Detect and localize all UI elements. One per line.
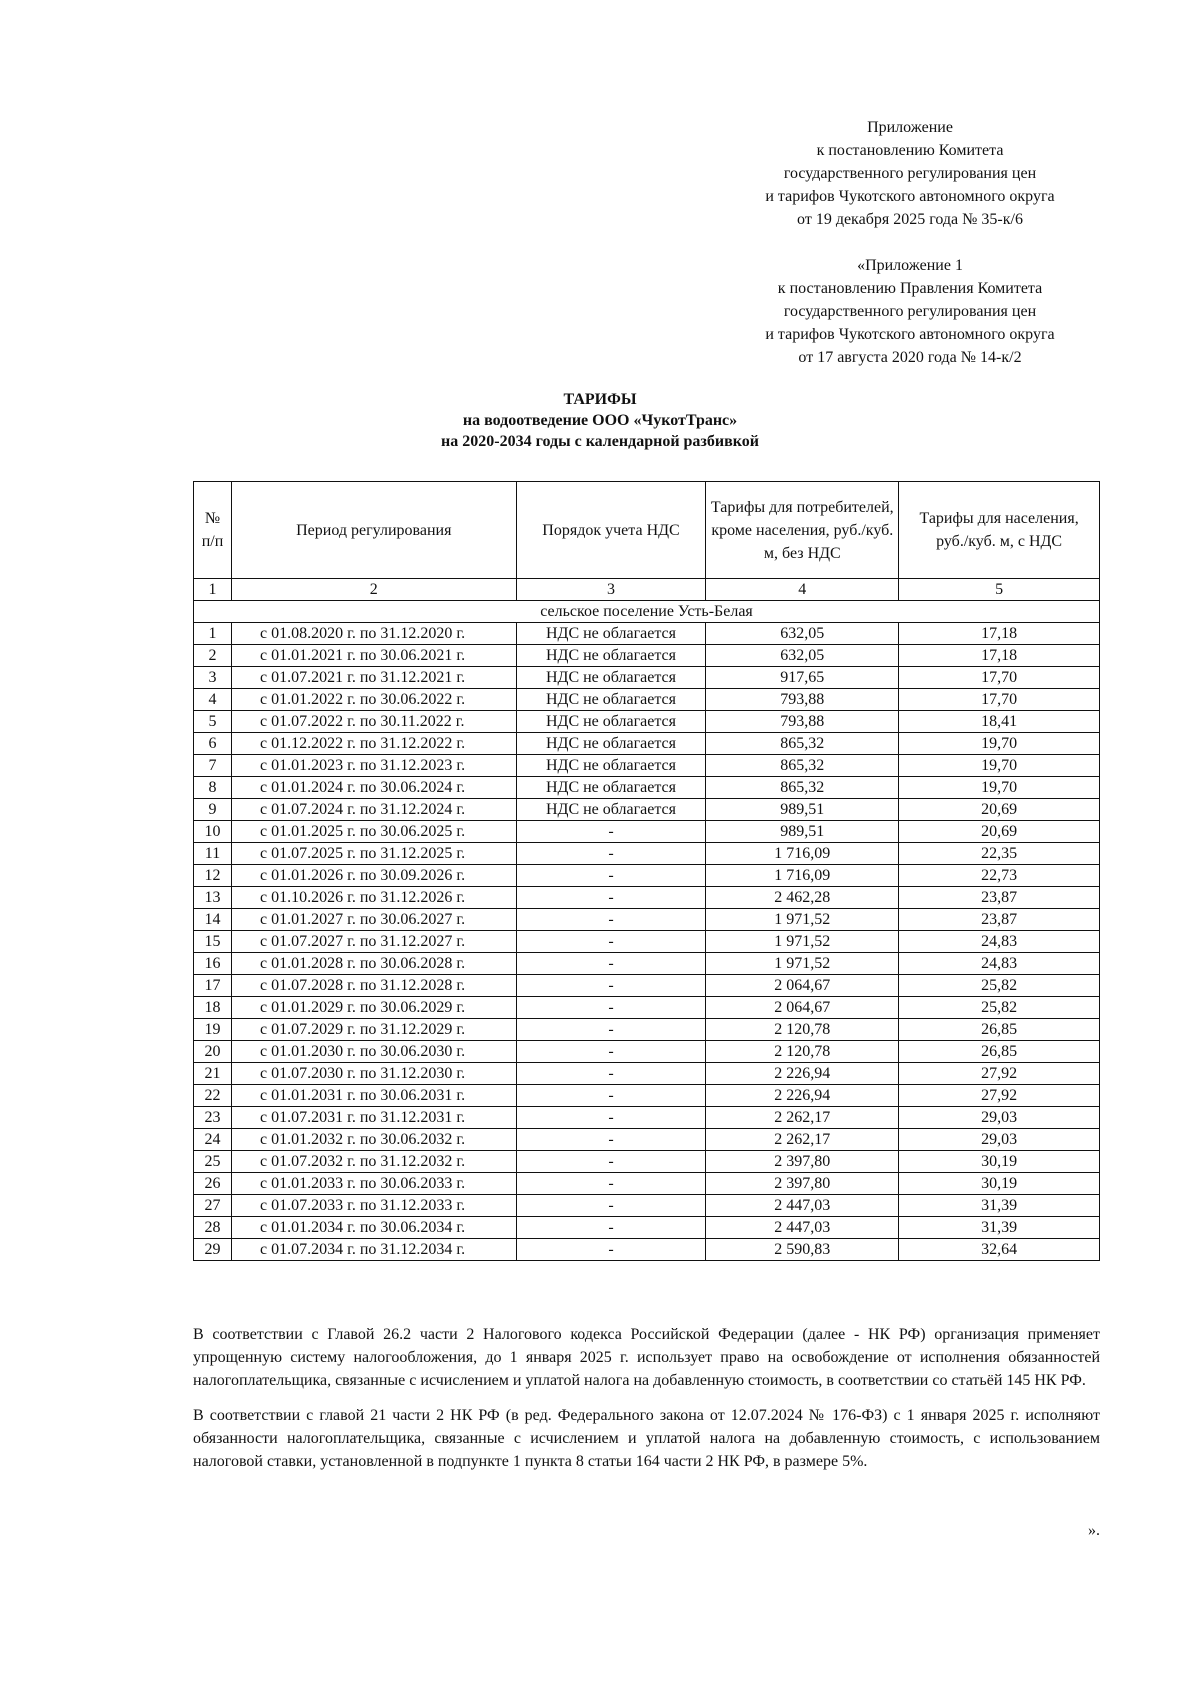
row-tariff-consumers: 632,05: [706, 623, 899, 645]
table-header-row: [194, 482, 1100, 579]
row-number: 5: [194, 711, 232, 733]
original-header-line: и тарифов Чукотского автономного округа: [765, 326, 1055, 343]
original-header-line: государственного регулирования цен: [783, 303, 1037, 320]
row-tariff-consumers: 1 716,09: [706, 843, 899, 865]
row-tariff-consumers: 2 397,80: [706, 1173, 899, 1195]
row-vat-order: -: [516, 953, 706, 975]
row-period: с 01.01.2026 г. по 30.09.2026 г.: [231, 865, 516, 887]
row-vat-order: -: [516, 1217, 706, 1239]
appendix-header-line: государственного регулирования цен: [783, 165, 1037, 182]
row-number: 29: [194, 1239, 232, 1261]
table-row: [194, 865, 1100, 887]
row-period: с 01.07.2021 г. по 31.12.2021 г.: [231, 667, 516, 689]
row-tariff-consumers: 865,32: [706, 755, 899, 777]
row-vat-order: НДС не облагается: [516, 799, 706, 821]
row-tariff-consumers: 2 064,67: [706, 975, 899, 997]
row-vat-order: НДС не облагается: [516, 733, 706, 755]
table-row: [194, 799, 1100, 821]
row-tariff-population: 27,92: [899, 1085, 1100, 1107]
row-tariff-population: 24,83: [899, 953, 1100, 975]
table-row: [194, 1217, 1100, 1239]
row-tariff-consumers: 2 590,83: [706, 1239, 899, 1261]
column-number: 5: [899, 579, 1100, 601]
row-tariff-consumers: 1 971,52: [706, 953, 899, 975]
row-tariff-consumers: 632,05: [706, 645, 899, 667]
row-tariff-population: 17,18: [899, 645, 1100, 667]
closing-quote: ».: [1088, 1522, 1100, 1539]
row-number: 15: [194, 931, 232, 953]
row-tariff-population: 30,19: [899, 1151, 1100, 1173]
row-period: с 01.07.2034 г. по 31.12.2034 г.: [231, 1239, 516, 1261]
notes: [193, 1323, 1100, 1485]
row-number: 12: [194, 865, 232, 887]
tariffs-table: [193, 481, 1100, 1261]
row-tariff-population: 17,70: [899, 689, 1100, 711]
row-tariff-consumers: 865,32: [706, 777, 899, 799]
row-tariff-consumers: 2 226,94: [706, 1085, 899, 1107]
row-tariff-consumers: 989,51: [706, 821, 899, 843]
row-number: 17: [194, 975, 232, 997]
row-tariff-consumers: 2 262,17: [706, 1107, 899, 1129]
row-vat-order: НДС не облагается: [516, 777, 706, 799]
header-tariff-consumers: Тарифы для потребителей, кроме населения, руб./куб. м, без НДС: [706, 482, 899, 579]
column-number: 2: [231, 579, 516, 601]
row-vat-order: -: [516, 843, 706, 865]
title-line-1: ТАРИФЫ: [563, 391, 637, 408]
row-number: 14: [194, 909, 232, 931]
table-row: [194, 777, 1100, 799]
row-tariff-consumers: 2 262,17: [706, 1129, 899, 1151]
row-tariff-population: 19,70: [899, 777, 1100, 799]
row-vat-order: -: [516, 821, 706, 843]
table-row: [194, 733, 1100, 755]
row-number: 16: [194, 953, 232, 975]
table-row: [194, 975, 1100, 997]
row-tariff-consumers: 2 120,78: [706, 1041, 899, 1063]
row-number: 27: [194, 1195, 232, 1217]
row-tariff-population: 20,69: [899, 799, 1100, 821]
row-period: с 01.01.2033 г. по 30.06.2033 г.: [231, 1173, 516, 1195]
appendix-header-line: от 19 декабря 2025 года № 35-к/6: [797, 211, 1023, 228]
row-vat-order: НДС не облагается: [516, 667, 706, 689]
row-tariff-population: 25,82: [899, 975, 1100, 997]
header-tariff-population: Тарифы для населения, руб./куб. м, с НДС: [899, 482, 1100, 579]
row-number: 21: [194, 1063, 232, 1085]
row-number: 22: [194, 1085, 232, 1107]
table-row: [194, 931, 1100, 953]
row-tariff-population: 22,35: [899, 843, 1100, 865]
row-period: с 01.10.2026 г. по 31.12.2026 г.: [231, 887, 516, 909]
note-paragraph-2: В соответствии с главой 21 части 2 НК РФ (в ред. Федерального закона от 12.07.2024 № 176-ФЗ) с 1 января 2025 г. исполняют обязанности налогоплательщика, связанные с исчислением и уплатой налога на добавленную стоимость, с использованием налоговой ставки, установленной в подпункте 1 пункта 8 статьи 164 части 2 НК РФ, в размере 5%.: [193, 1407, 1100, 1470]
table-row: [194, 997, 1100, 1019]
row-number: 4: [194, 689, 232, 711]
row-tariff-consumers: 2 462,28: [706, 887, 899, 909]
column-number-row: [194, 579, 1100, 601]
table-row: [194, 1019, 1100, 1041]
header-vat-order: Порядок учета НДС: [516, 482, 706, 579]
table-row: [194, 645, 1100, 667]
table-row: [194, 1129, 1100, 1151]
appendix-header: [700, 116, 1120, 231]
table-row: [194, 1085, 1100, 1107]
row-vat-order: -: [516, 1239, 706, 1261]
row-tariff-consumers: 1 716,09: [706, 865, 899, 887]
row-vat-order: -: [516, 1151, 706, 1173]
row-tariff-consumers: 2 447,03: [706, 1195, 899, 1217]
row-number: 25: [194, 1151, 232, 1173]
section-row: [194, 601, 1100, 623]
row-number: 19: [194, 1019, 232, 1041]
row-tariff-population: 29,03: [899, 1129, 1100, 1151]
row-number: 3: [194, 667, 232, 689]
row-tariff-population: 30,19: [899, 1173, 1100, 1195]
row-vat-order: -: [516, 909, 706, 931]
column-number: 4: [706, 579, 899, 601]
row-period: с 01.07.2027 г. по 31.12.2027 г.: [231, 931, 516, 953]
row-tariff-population: 18,41: [899, 711, 1100, 733]
row-number: 7: [194, 755, 232, 777]
table-row: [194, 843, 1100, 865]
table-body: [194, 623, 1100, 1261]
row-vat-order: НДС не облагается: [516, 689, 706, 711]
row-tariff-population: 24,83: [899, 931, 1100, 953]
header-period: Период регулирования: [231, 482, 516, 579]
row-period: с 01.07.2031 г. по 31.12.2031 г.: [231, 1107, 516, 1129]
row-tariff-consumers: 2 447,03: [706, 1217, 899, 1239]
row-tariff-population: 19,70: [899, 755, 1100, 777]
table-row: [194, 1239, 1100, 1261]
table-row: [194, 755, 1100, 777]
header-number: № п/п: [194, 482, 232, 579]
row-tariff-population: 25,82: [899, 997, 1100, 1019]
row-number: 26: [194, 1173, 232, 1195]
row-vat-order: -: [516, 887, 706, 909]
table-row: [194, 1063, 1100, 1085]
appendix-header-line: и тарифов Чукотского автономного округа: [765, 188, 1055, 205]
row-tariff-consumers: 1 971,52: [706, 931, 899, 953]
row-number: 10: [194, 821, 232, 843]
row-tariff-population: 31,39: [899, 1195, 1100, 1217]
table-row: [194, 1107, 1100, 1129]
column-number: 1: [194, 579, 232, 601]
original-header-line: от 17 августа 2020 года № 14-к/2: [798, 349, 1022, 366]
original-appendix-header: [700, 254, 1120, 369]
row-tariff-population: 29,03: [899, 1107, 1100, 1129]
row-vat-order: -: [516, 1085, 706, 1107]
row-period: с 01.01.2021 г. по 30.06.2021 г.: [231, 645, 516, 667]
row-vat-order: -: [516, 1019, 706, 1041]
note-paragraph-1: В соответствии с Главой 26.2 части 2 Налогового кодекса Российской Федерации (далее - НК РФ) организация применяет упрощенную систему налогообложения, до 1 января 2025 г. использует право на освобождение от исполнения обязанностей налогоплательщика, связанные с исчислением и уплатой налога на добавленную стоимость, в соответствии со статьёй 145 НК РФ.: [193, 1326, 1100, 1389]
row-number: 24: [194, 1129, 232, 1151]
row-tariff-population: 26,85: [899, 1019, 1100, 1041]
row-period: с 01.07.2024 г. по 31.12.2024 г.: [231, 799, 516, 821]
original-header-line: к постановлению Правления Комитета: [777, 280, 1043, 297]
appendix-header-line: Приложение: [867, 119, 953, 136]
row-tariff-consumers: 917,65: [706, 667, 899, 689]
table-row: [194, 887, 1100, 909]
row-vat-order: НДС не облагается: [516, 755, 706, 777]
row-number: 2: [194, 645, 232, 667]
row-tariff-population: 17,18: [899, 623, 1100, 645]
row-period: с 01.01.2032 г. по 30.06.2032 г.: [231, 1129, 516, 1151]
row-number: 20: [194, 1041, 232, 1063]
row-number: 28: [194, 1217, 232, 1239]
row-period: с 01.01.2034 г. по 30.06.2034 г.: [231, 1217, 516, 1239]
title-line-2: на водоотведение ООО «ЧукотТранс»: [462, 412, 738, 429]
table-row: [194, 689, 1100, 711]
row-period: с 01.07.2030 г. по 31.12.2030 г.: [231, 1063, 516, 1085]
row-tariff-population: 17,70: [899, 667, 1100, 689]
row-period: с 01.01.2028 г. по 30.06.2028 г.: [231, 953, 516, 975]
row-vat-order: -: [516, 865, 706, 887]
row-tariff-population: 19,70: [899, 733, 1100, 755]
row-period: с 01.01.2029 г. по 30.06.2029 г.: [231, 997, 516, 1019]
row-period: с 01.01.2027 г. по 30.06.2027 г.: [231, 909, 516, 931]
row-number: 23: [194, 1107, 232, 1129]
row-tariff-population: 26,85: [899, 1041, 1100, 1063]
row-vat-order: -: [516, 1063, 706, 1085]
row-tariff-consumers: 793,88: [706, 689, 899, 711]
row-tariff-consumers: 2 120,78: [706, 1019, 899, 1041]
row-vat-order: -: [516, 931, 706, 953]
column-number: 3: [516, 579, 706, 601]
row-tariff-population: 22,73: [899, 865, 1100, 887]
row-vat-order: -: [516, 1107, 706, 1129]
row-period: с 01.12.2022 г. по 31.12.2022 г.: [231, 733, 516, 755]
table-row: [194, 711, 1100, 733]
table-row: [194, 1151, 1100, 1173]
row-number: 18: [194, 997, 232, 1019]
row-vat-order: НДС не облагается: [516, 645, 706, 667]
row-tariff-population: 32,64: [899, 1239, 1100, 1261]
title-line-3: на 2020-2034 годы с календарной разбивкой: [441, 433, 759, 450]
row-number: 9: [194, 799, 232, 821]
row-vat-order: -: [516, 997, 706, 1019]
table-row: [194, 909, 1100, 931]
row-period: с 01.01.2025 г. по 30.06.2025 г.: [231, 821, 516, 843]
row-tariff-consumers: 865,32: [706, 733, 899, 755]
table-row: [194, 953, 1100, 975]
table-row: [194, 821, 1100, 843]
table-row: [194, 623, 1100, 645]
table-row: [194, 1173, 1100, 1195]
row-number: 13: [194, 887, 232, 909]
row-period: с 01.07.2029 г. по 31.12.2029 г.: [231, 1019, 516, 1041]
row-period: с 01.07.2022 г. по 30.11.2022 г.: [231, 711, 516, 733]
original-header-line: «Приложение 1: [857, 257, 963, 274]
row-tariff-consumers: 2 397,80: [706, 1151, 899, 1173]
section-title: сельское поселение Усть-Белая: [194, 601, 1100, 623]
row-tariff-population: 23,87: [899, 909, 1100, 931]
row-period: с 01.01.2031 г. по 30.06.2031 г.: [231, 1085, 516, 1107]
row-period: с 01.01.2023 г. по 31.12.2023 г.: [231, 755, 516, 777]
row-number: 11: [194, 843, 232, 865]
row-period: с 01.01.2024 г. по 30.06.2024 г.: [231, 777, 516, 799]
appendix-header-line: к постановлению Комитета: [816, 142, 1004, 159]
row-tariff-consumers: 2 226,94: [706, 1063, 899, 1085]
row-vat-order: -: [516, 1041, 706, 1063]
row-tariff-population: 27,92: [899, 1063, 1100, 1085]
row-period: с 01.01.2030 г. по 30.06.2030 г.: [231, 1041, 516, 1063]
row-tariff-consumers: 1 971,52: [706, 909, 899, 931]
row-period: с 01.07.2028 г. по 31.12.2028 г.: [231, 975, 516, 997]
row-period: с 01.01.2022 г. по 30.06.2022 г.: [231, 689, 516, 711]
row-number: 8: [194, 777, 232, 799]
row-tariff-consumers: 989,51: [706, 799, 899, 821]
row-vat-order: НДС не облагается: [516, 711, 706, 733]
row-vat-order: -: [516, 1195, 706, 1217]
row-period: с 01.08.2020 г. по 31.12.2020 г.: [231, 623, 516, 645]
row-tariff-population: 20,69: [899, 821, 1100, 843]
row-vat-order: -: [516, 975, 706, 997]
row-tariff-consumers: 2 064,67: [706, 997, 899, 1019]
table-row: [194, 667, 1100, 689]
table-row: [194, 1041, 1100, 1063]
row-period: с 01.07.2025 г. по 31.12.2025 г.: [231, 843, 516, 865]
row-vat-order: -: [516, 1173, 706, 1195]
row-period: с 01.07.2033 г. по 31.12.2033 г.: [231, 1195, 516, 1217]
row-tariff-population: 23,87: [899, 887, 1100, 909]
row-number: 6: [194, 733, 232, 755]
row-number: 1: [194, 623, 232, 645]
table-row: [194, 1195, 1100, 1217]
row-tariff-population: 31,39: [899, 1217, 1100, 1239]
row-period: с 01.07.2032 г. по 31.12.2032 г.: [231, 1151, 516, 1173]
document-title: [0, 389, 1200, 452]
row-tariff-consumers: 793,88: [706, 711, 899, 733]
row-vat-order: -: [516, 1129, 706, 1151]
row-vat-order: НДС не облагается: [516, 623, 706, 645]
